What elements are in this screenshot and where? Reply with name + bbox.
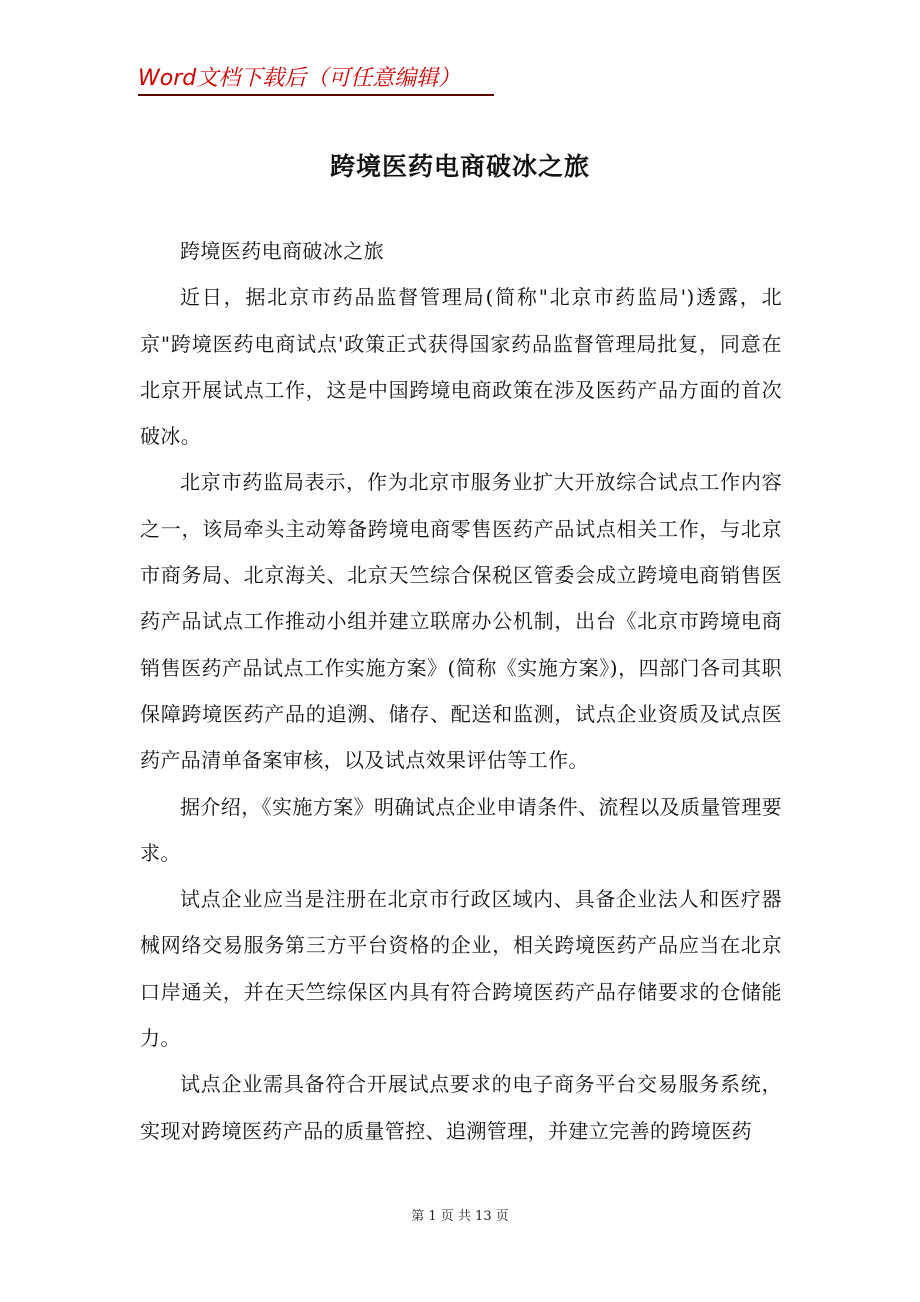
header-text: Word文档下载后（可任意编辑） <box>138 66 461 91</box>
paragraph-4: 据介绍，《实施方案》明确试点企业申请条件、流程以及质量管理要求。 <box>140 794 782 865</box>
document-body <box>140 228 782 1154</box>
paragraph-2: 近日，据北京市药品监督管理局(简称"北京市药监局')透露，北京"跨境医药电商试点'政策正式获得国家药品监督管理局批复，同意在北京开展试点工作，这是中国跨境电商政策在涉及医药产品方面的首次破冰。 <box>140 285 782 449</box>
paragraph-6: 试点企业需具备符合开展试点要求的电子商务平台交易服务系统，实现对跨境医药产品的质量管控、追溯管理，并建立完善的跨境医药 <box>140 1072 782 1143</box>
document-title: 跨境医药电商破冰之旅 <box>329 152 590 181</box>
paragraph-3: 北京市药监局表示，作为北京市服务业扩大开放综合试点工作内容之一，该局牵头主动筹备跨境电商零售医药产品试点相关工作，与北京市商务局、北京海关、北京天竺综合保税区管委会成立跨境电商销售医药产品试点工作推动小组并建立联席办公机制，出台《北京市跨境电商销售医药产品试点工作实施方案》(简称《实施方案》)，四部门各司其职保障跨境医药产品的追溯、储存、配送和监测，试点企业资质及试点医药产品清单备案审核，以及试点效果评估等工作。 <box>140 470 782 773</box>
page-footer: 第 1 页 共 13 页 <box>411 1209 509 1224</box>
paragraph-5: 试点企业应当是注册在北京市行政区域内、具备企业法人和医疗器械网络交易服务第三方平台资格的企业，相关跨境医药产品应当在北京口岸通关，并在天竺综保区内具有符合跨境医药产品存储要求的仓储能力。 <box>140 887 782 1051</box>
page-header <box>138 66 494 96</box>
paragraph-1: 跨境医药电商破冰之旅 <box>180 239 384 263</box>
